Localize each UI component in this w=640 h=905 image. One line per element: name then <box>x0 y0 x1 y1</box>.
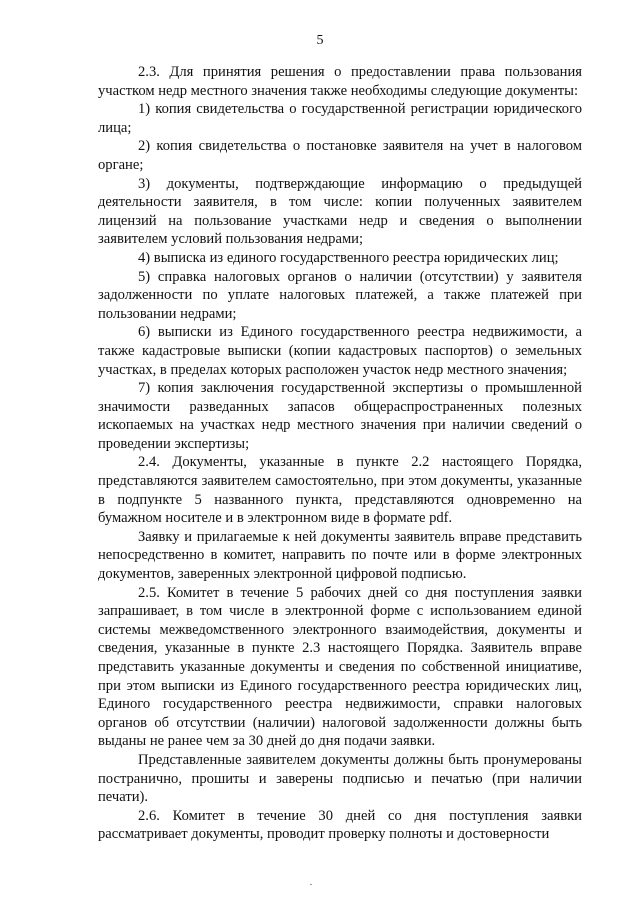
paragraph-2-6: 2.6. Комитет в течение 30 дней со дня поступления заявки рассматривает документы, проводит проверку полноты и достоверности <box>98 807 582 843</box>
list-item-7: 7) копия заключения государственной экспертизы о промышленной значимости разведанных запасов общераспространенных полезных ископаемых на участках недр местного значения при наличии сведений о проведении экспертизы; <box>98 380 582 452</box>
paragraph-numbering: Представленные заявителем документы должны быть пронумерованы постранично, прошиты и заверены подписью и печатью (при наличии печати). <box>98 751 582 806</box>
paragraph-2-4: 2.4. Документы, указанные в пункте 2.2 настоящего Порядка, представляются заявителем самостоятельно, при этом документы, указанные в подпункте 5 названного пункта, представляются одновременно на бумажном носителе и в электронном виде в формате pdf. <box>98 454 582 527</box>
list-item-5: 5) справка налоговых органов о наличии (отсутствии) у заявителя задолженности по уплате налоговых платежей, а также платежей при пользовании недрами; <box>98 268 582 322</box>
paragraph-2-5: 2.5. Комитет в течение 5 рабочих дней со дня поступления заявки запрашивает, в том числе в электронной форме с использованием единой системы межведомственного электронного взаимодействия, документы и сведения, указанные в пункте 2.3 настоящего Порядка. Заявитель вправе представить указанные документы и сведения по собственной инициативе, при этом выписки из Единого государственного реестра юридических лиц, Единого государственного реестра недвижимости, справки налоговых органов об отсутствии (наличии) налоговой задолженности должны быть выданы не ранее чем за 30 дней до дня подачи заявки. <box>98 584 582 750</box>
list-item-1: 1) копия свидетельства о государственной регистрации юридического лица; <box>98 101 582 136</box>
list-item-3: 3) документы, подтверждающие информацию о предыдущей деятельности заявителя, в том числе: копии полученных заявителем лицензий на пользование участками недр и сведения о выполнении заявителем условий пользования недрами; <box>98 175 582 248</box>
scan-speck <box>310 884 312 885</box>
document-body <box>98 63 582 844</box>
list-item-6: 6) выписки из Единого государственного реестра недвижимости, а также кадастровые выписки (копии кадастровых паспортов) о земельных участках, в пределах которых расположен участок недр местного значения; <box>98 324 582 378</box>
list-item-4: 4) выписка из единого государственного реестра юридических лиц; <box>138 249 559 266</box>
paragraph-submission: Заявку и прилагаемые к ней документы заявитель вправе представить непосредственно в комитет, направить по почте или в форме электронных документов, заверенных электронной цифровой подписью. <box>98 528 582 583</box>
paragraph-2-3: 2.3. Для принятия решения о предоставлении права пользования участком недр местного значения также необходимы следующие документы: <box>98 64 582 99</box>
page-number: 5 <box>316 33 324 48</box>
list-item-2: 2) копия свидетельства о постановке заявителя на учет в налоговом органе; <box>98 138 582 173</box>
